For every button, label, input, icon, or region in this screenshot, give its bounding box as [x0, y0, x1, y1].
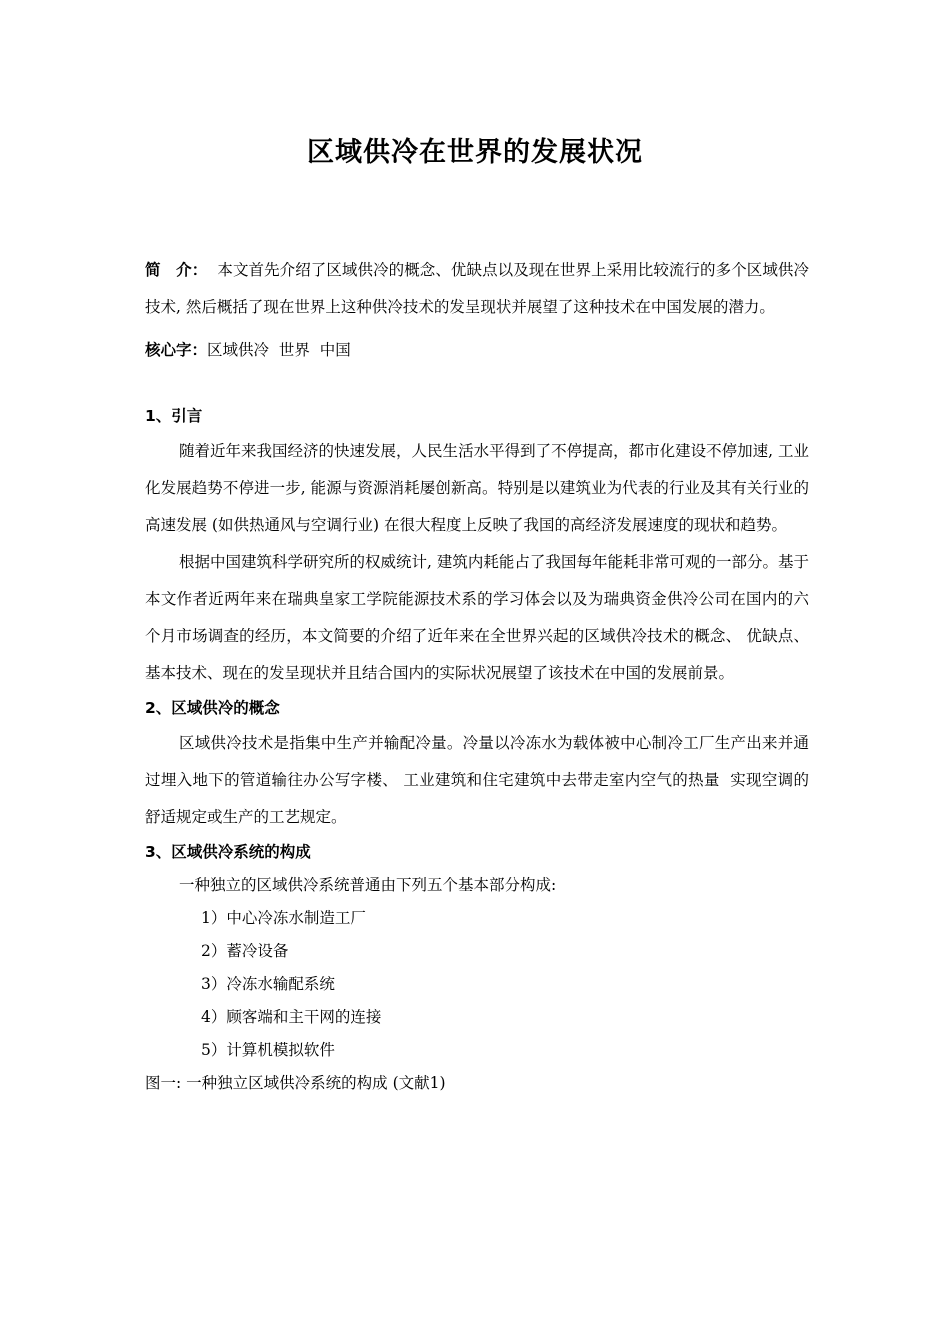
document-title: 区域供冷在世界的发展状况 [307, 137, 643, 168]
list-item: 2）蓄冷设备 [201, 942, 289, 960]
figure-caption: 图一: 一种独立区域供冷系统的构成 (文献1) [145, 1074, 446, 1092]
abstract-text: 本文首先介绍了区域供冷的概念、优缺点以及现在世界上采用比较流行的多个区域供冷技术, 然后概括了现在世界上这种供冷技术的发呈现状并展望了这种技术在中国发展的潜力。 [145, 261, 809, 316]
list-item: 4）顾客端和主干网的连接 [201, 1008, 382, 1026]
keywords-label: 核心字： [145, 341, 208, 359]
list-item: 3）冷冻水输配系统 [201, 975, 335, 993]
list-item: 5）计算机模拟软件 [201, 1041, 335, 1059]
section-heading-concept: 2、区域供冷的概念 [145, 699, 280, 717]
keywords-text: 区域供冷 世界 中国 [207, 341, 351, 359]
section-heading-composition: 3、区域供冷系统的构成 [145, 843, 311, 861]
paragraph: 根据中国建筑科学研究所的权威统计, 建筑内耗能占了我国每年能耗非常可观的一部分。基于本文作者近两年来在瑞典皇家工学院能源技术系的学习体会以及为瑞典资金供冷公司在国内的六个月市场调查的经历，本文简要的介绍了近年来在全世界兴起的区域供冷技术的概念、 优缺点、基本技术、现在的发呈现状并且结合国内的实际状况展望了该技术在中国的发展前景。 [145, 553, 809, 682]
keywords [145, 332, 809, 369]
document-body [145, 252, 809, 1100]
abstract-label: 简 介： [145, 261, 208, 279]
paragraph: 随着近年来我国经济的快速发展，人民生活水平得到了不停提高，都市化建设不停加速, 工业化发展趋势不停进一步, 能源与资源消耗屡创新高。特别是以建筑业为代表的行业及其有关行业的高速发展 (如供热通风与空调行业) 在很大程度上反映了我国的高经济发展速度的现状和趋势。 [145, 442, 809, 534]
abstract [145, 252, 809, 326]
section-heading-intro: 1、引言 [145, 407, 203, 425]
section-intro: 一种独立的区域供冷系统普通由下列五个基本部分构成: [179, 876, 557, 894]
paragraph: 区域供冷技术是指集中生产并输配冷量。冷量以冷冻水为载体被中心制冷工厂生产出来并通过埋入地下的管道输往办公写字楼、 工业建筑和住宅建筑中去带走室内空气的热量 实现空调的舒适规定或生产的工艺规定。 [145, 734, 809, 826]
list-item: 1）中心冷冻水制造工厂 [201, 909, 366, 927]
